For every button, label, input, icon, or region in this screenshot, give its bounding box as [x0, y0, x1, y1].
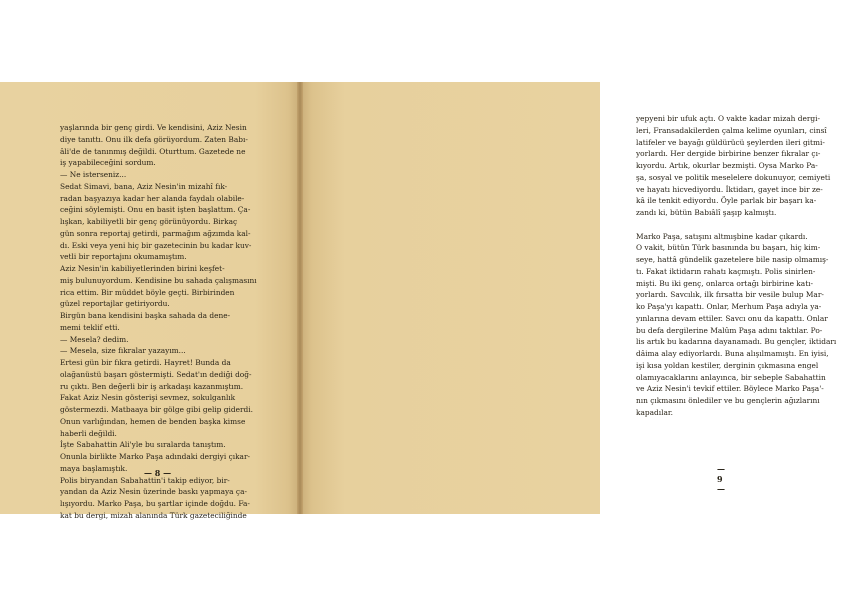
- text-line: leri, Fransadakilerden çalma kelime oyunları, cinsî: [636, 125, 827, 135]
- text-line: kapadılar.: [636, 407, 673, 417]
- text-line: diye tanıttı. Onu ilk defa görüyordum. Zaten Babı-: [60, 134, 248, 144]
- left-page-number: — 8 —: [144, 468, 172, 478]
- text-line: radan başyazıya kadar her alanda faydalı olabile-: [60, 193, 245, 203]
- text-line: gün sonra reportaj getirdi, parmağım ağzımda kal-: [60, 228, 251, 238]
- text-line: ceğini söylemişti. Onu en basit işten başlattım. Ça-: [60, 205, 251, 215]
- text-line: maya başlamıştık.: [60, 463, 128, 473]
- text-line: O vakit, bütün Türk basınında bu başarı, hiç kim-: [636, 243, 821, 253]
- text-line: yorlardı. Savcılık, ilk fırsatta bir vesile bulup Mar-: [636, 290, 824, 300]
- text-line: İşte Sabahattin Ali'yle bu sıralarda tanıştım.: [60, 440, 226, 450]
- text-line: Sedat Simavi, bana, Aziz Nesin'in mizahî fık-: [60, 181, 228, 191]
- text-line: dâima alay ediyorlardı. Buna alışılmamıştı. En iyisi,: [636, 349, 829, 358]
- text-line: yandan da Aziz Nesin üzerinde baskı yapmaya ça-: [60, 487, 247, 497]
- text-line: şa, sosyal ve politik meselelere dokunuyor, cemiyeti: [636, 172, 831, 182]
- text-line: rica ettim. Bir müddet böyle geçti. Birbirinden: [60, 287, 235, 297]
- text-line: lis artık bu kadarına dayanamadı. Bu gençler, iktidarı: [636, 337, 837, 347]
- text-line: lışıyordu. Marko Paşa, bu şartlar içinde doğdu. Fa-: [60, 499, 250, 508]
- text-line: ve hayatı hicvediyordu. İktidarı, gayet ince bir ze-: [636, 184, 823, 194]
- text-line: Birgün bana kendisini başka sahada da dene-: [60, 311, 231, 320]
- text-line: Ertesi gün bir fıkra getirdi. Hayret! Bunda da: [60, 358, 231, 367]
- book-gutter: [297, 82, 303, 514]
- right-page: [300, 82, 837, 514]
- book-spread: [0, 82, 837, 520]
- text-line: — Ne isterseniz...: [60, 170, 127, 179]
- text-line: — Mesela, size fıkralar yazayım...: [60, 346, 186, 356]
- text-line: — Mesela? dedim.: [60, 334, 129, 344]
- text-line: lışkan, kabiliyetli bir genç görünüyordu. Birkaç: [60, 217, 238, 226]
- text-line: kıyordu. Artık, okurlar bezmişti. Oysa Marko Pa-: [636, 161, 818, 170]
- text-line: yepyeni bir ufuk açtı. O vakte kadar mizah dergi-: [636, 114, 821, 123]
- text-line: Polis biryandan Sabahattin'i takip ediyor, bir-: [60, 475, 230, 485]
- text-line: nın çıkmasını önlediler ve bu gençlerin ağızlarını: [636, 396, 820, 405]
- text-line: Onun varlığından, hemen de benden başka kimse: [60, 416, 246, 426]
- text-line: [636, 219, 848, 231]
- text-line: seye, hattâ gündelik gazetelere bile nasip olmamış-: [636, 255, 829, 264]
- text-line: işi kısa yoldan kestiler, derginin çıkmasına engel: [636, 360, 819, 370]
- text-line: âli'de de tanınmış değildi. Oturttum. Gazetede ne: [60, 146, 246, 156]
- text-line: ko Paşa'yı kapattı. Onlar, Merhum Paşa adıyla ya-: [636, 302, 822, 311]
- text-line: Aziz Nesin'in kabiliyetlerinden birini keşfet-: [60, 264, 225, 273]
- text-line: olamıyacaklarını anlayınca, bir sebeple Sabahattin: [636, 372, 826, 382]
- text-line: miş bulunuyordum. Kendisine bu sahada çalışmasını: [60, 275, 257, 285]
- text-line: latifeler ve bayağı güldürücü şeylerden ileri gitmi-: [636, 137, 825, 147]
- text-line: yorlardı. Her dergide birbirine benzer fıkralar çı-: [636, 149, 821, 159]
- text-line: zandı ki, bütün Babıâlî şaşıp kalmıştı.: [636, 208, 777, 217]
- text-line: bu defa dergilerine Malûm Paşa adını taktılar. Po-: [636, 325, 823, 335]
- right-page-number: — 9 —: [717, 464, 725, 494]
- left-page: [0, 82, 300, 520]
- text-line: tı. Fakat iktidarın rahatı kaçmıştı. Polis sinirlen-: [636, 266, 816, 276]
- text-line: Fakat Aziz Nesin gösterişi sevmez, sokulganlık: [60, 393, 236, 403]
- text-line: dı. Eski veya yeni hiç bir gazetecinin bu kadar kuv-: [60, 240, 252, 250]
- text-line: iş yapabileceğini sordum.: [60, 158, 156, 168]
- text-line: Onunla birlikte Marko Paşa adındaki dergiyi çıkar-: [60, 452, 250, 461]
- text-line: güzel reportajlar getiriyordu.: [60, 299, 170, 309]
- text-line: ve Aziz Nesin'i tevkif ettiler. Böylece Marko Paşa'-: [636, 384, 824, 394]
- text-line: memi teklif etti.: [60, 322, 120, 332]
- text-line: ru çıktı. Ben değerli bir iş arkadaşı kazanmıştım.: [60, 381, 244, 391]
- text-line: olağanüstü başarı göstermişti. Sedat'ın dediği doğ-: [60, 369, 252, 379]
- text-line: yaşlarında bir genç girdi. Ve kendisini, Aziz Nesin: [60, 123, 247, 132]
- text-line: kat bu dergi, mizah alanında Türk gazeteciliğinde: [60, 510, 247, 520]
- text-line: mişti. Bu iki genç, onlarca ortağı birbirine katı-: [636, 278, 814, 288]
- text-line: Marko Paşa, satışını altmışbine kadar çıkardı.: [636, 231, 808, 241]
- text-line: yınlarına devam ettiler. Savcı onu da kapattı. Onlar: [636, 313, 828, 323]
- text-line: kâ ile tenkit ediyordu. Öyle parlak bir başarı ka-: [636, 196, 817, 206]
- right-page-text: [636, 113, 848, 419]
- text-line: vetli bir reportajını okumamıştım.: [60, 252, 187, 262]
- text-line: göstermezdi. Matbaaya bir gölge gibi gelip giderdi.: [60, 405, 253, 414]
- text-line: haberli değildi.: [60, 428, 117, 438]
- left-page-text: [60, 122, 276, 522]
